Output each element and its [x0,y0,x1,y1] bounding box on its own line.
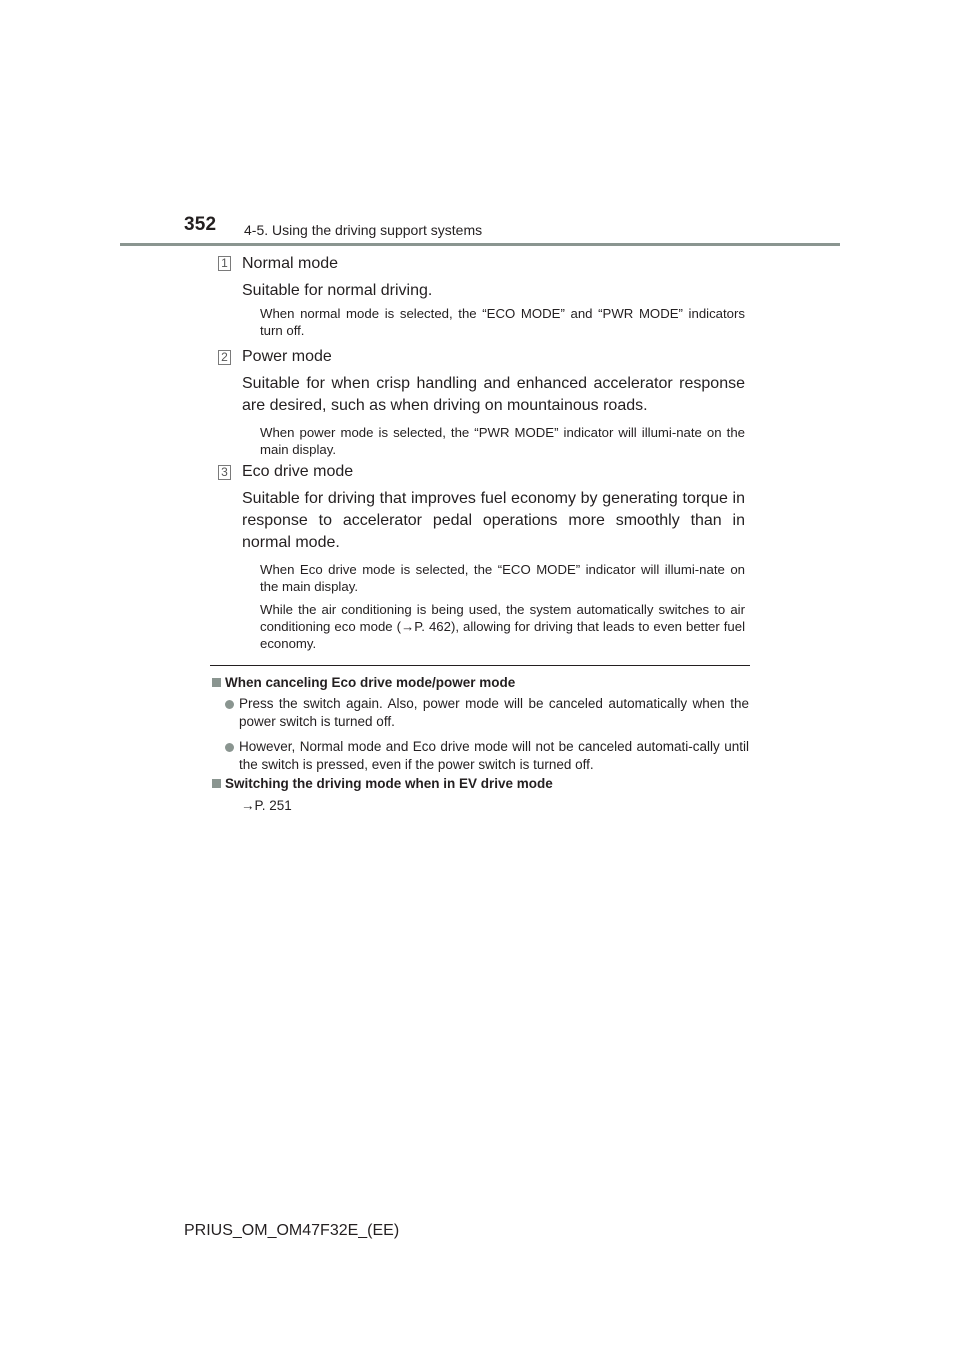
section-divider [210,665,750,666]
page-number: 352 [184,214,217,235]
circle-bullet-icon [225,700,234,709]
mode-note: While the air conditioning is being used, the system automatically switches to air conditioning eco mode (→P. 462), allowing for driving that leads to even better fuel economy. [260,602,745,651]
info-bullet: However, Normal mode and Eco drive mode will not be canceled automati-cally until the switch is pressed, even if the power switch is turned off. [239,739,749,772]
info-heading: Switching the driving mode when in EV drive mode [212,776,553,791]
info-bullet: Press the switch again. Also, power mode will be canceled automatically when the power switch is turned off. [239,696,749,729]
mode-description: Suitable for when crisp handling and enhanced accelerator response are desired, such as when driving on mountainous roads. [242,375,745,414]
header-rule [120,243,840,246]
mode-number-badge: 3 [218,465,231,480]
mode-description: Suitable for normal driving. [242,282,433,299]
mode-note: When normal mode is selected, the “ECO MODE” and “PWR MODE” indicators turn off. [260,306,745,338]
square-bullet-icon [212,779,221,788]
square-bullet-icon [212,678,221,687]
footer-code: PRIUS_OM_OM47F32E_(EE) [184,1222,400,1239]
mode-note: When Eco drive mode is selected, the “ECO MODE” indicator will illumi-nate on the main display. [260,562,745,594]
mode-description: Suitable for driving that improves fuel economy by generating torque in response to accelerator pedal operations more smoothly than in normal mode. [242,490,745,551]
mode-number-badge: 1 [218,256,231,271]
mode-note: When power mode is selected, the “PWR MODE” indicator will illumi-nate on the main display. [260,425,745,457]
mode-title: Eco drive mode [242,463,354,480]
mode-number-badge: 2 [218,350,231,365]
section-title: 4-5. Using the driving support systems [244,222,483,238]
info-heading: When canceling Eco drive mode/power mode [212,675,515,690]
mode-title: Power mode [242,348,332,365]
mode-title: Normal mode [242,255,339,272]
page-reference-link[interactable]: →P. 251 [241,798,292,813]
circle-bullet-icon [225,743,234,752]
